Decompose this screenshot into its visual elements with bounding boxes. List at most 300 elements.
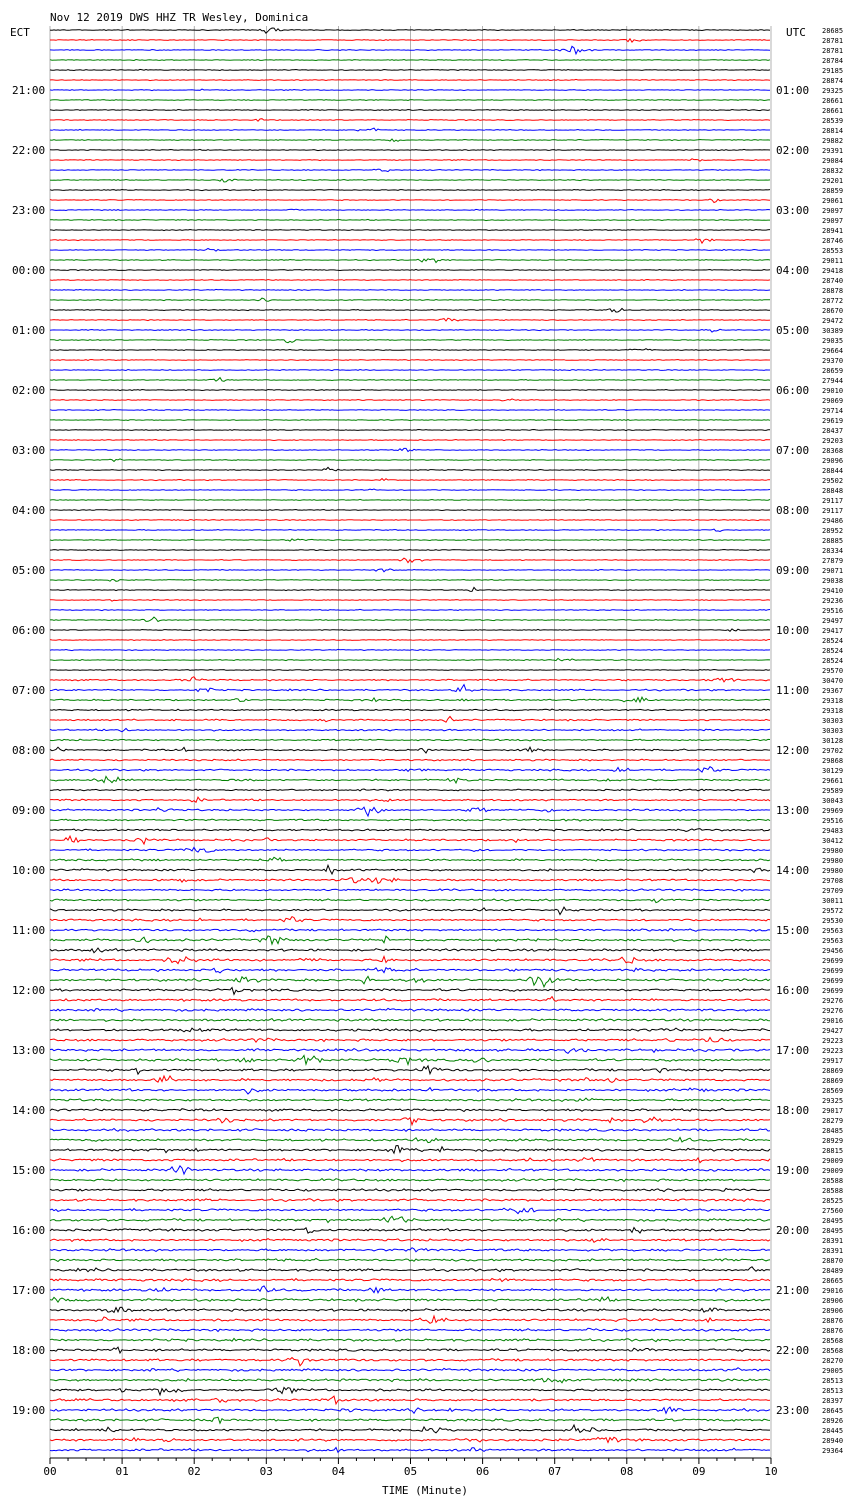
row-value-label: 29714 <box>822 407 844 415</box>
trace-row <box>50 1267 770 1272</box>
trace-row <box>50 968 770 973</box>
row-value-label: 28524 <box>822 637 844 645</box>
trace-row <box>50 889 770 891</box>
trace-row <box>50 239 770 243</box>
left-hour-label: 01:00 <box>12 324 46 337</box>
row-value-label: 28870 <box>822 1257 844 1265</box>
trace-row <box>50 847 770 852</box>
row-value-label: 28781 <box>822 47 844 55</box>
row-value-label: 29069 <box>822 397 844 405</box>
row-value-label: 28859 <box>822 187 844 195</box>
row-value-label: 28553 <box>822 247 844 255</box>
trace-row <box>50 209 770 210</box>
row-value-label: 28876 <box>822 1317 844 1325</box>
trace-row <box>50 836 770 844</box>
left-hour-labels <box>12 84 45 1417</box>
row-value-label: 29427 <box>822 1027 844 1035</box>
trace-row <box>50 79 770 80</box>
trace-row <box>50 1388 770 1395</box>
x-tick-label: 07 <box>548 1465 562 1478</box>
right-hour-label: 06:00 <box>776 384 810 397</box>
trace-row <box>50 1076 770 1082</box>
trace-row <box>50 587 770 591</box>
row-value-label: 28524 <box>822 657 844 665</box>
right-hour-label: 02:00 <box>776 144 810 157</box>
trace-row <box>50 46 770 54</box>
left-hour-label: 21:00 <box>12 84 46 97</box>
trace-row <box>50 550 770 551</box>
row-value-label: 29708 <box>822 877 844 885</box>
trace-row <box>50 1286 770 1293</box>
trace-row <box>50 829 770 832</box>
row-value-label: 28391 <box>822 1237 844 1245</box>
x-tick-label: 02 <box>187 1465 201 1478</box>
trace-row <box>50 1066 770 1074</box>
trace-row <box>50 569 770 572</box>
row-value-label: 28869 <box>822 1067 844 1075</box>
right-hour-label: 08:00 <box>776 504 810 517</box>
row-value-label: 29699 <box>822 967 844 975</box>
row-value-label: 28485 <box>822 1127 844 1135</box>
right-hour-label: 10:00 <box>776 624 810 637</box>
trace-row <box>50 819 770 821</box>
row-value-label: 29563 <box>822 937 844 945</box>
right-hour-label: 04:00 <box>776 264 810 277</box>
row-value-label: 28885 <box>822 537 844 545</box>
trace-row <box>50 69 770 70</box>
right-hour-label: 14:00 <box>776 864 810 877</box>
left-hour-label: 18:00 <box>12 1344 46 1357</box>
trace-row <box>50 1307 770 1312</box>
trace-row <box>50 190 770 191</box>
trace-row <box>50 1038 770 1043</box>
row-value-label: 29038 <box>822 577 844 585</box>
row-value-label: 28670 <box>822 307 844 315</box>
trace-row <box>50 219 770 220</box>
x-tick-label: 00 <box>43 1465 57 1478</box>
right-hour-label: 07:00 <box>776 444 810 457</box>
row-value-label: 29410 <box>822 587 844 595</box>
x-axis <box>43 1458 777 1478</box>
row-value-label: 28513 <box>822 1377 844 1385</box>
row-value-label: 29370 <box>822 357 844 365</box>
row-value-label: 29969 <box>822 807 844 815</box>
row-value-label: 30389 <box>822 327 844 335</box>
row-value-label: 29570 <box>822 667 844 675</box>
row-value-label: 28906 <box>822 1297 844 1305</box>
left-hour-label: 19:00 <box>12 1404 46 1417</box>
trace-row <box>50 1228 770 1234</box>
trace-row <box>50 499 770 500</box>
right-hour-label: 11:00 <box>776 684 810 697</box>
trace-row <box>50 1056 770 1065</box>
trace-row <box>50 410 770 411</box>
row-value-label: 28772 <box>822 297 844 305</box>
trace-row <box>50 448 770 451</box>
x-tick-label: 05 <box>403 1465 418 1478</box>
row-value-label: 29223 <box>822 1047 844 1055</box>
row-value-label: 29016 <box>822 1017 844 1025</box>
trace-row <box>50 997 770 1002</box>
trace-row <box>50 329 770 332</box>
row-value-label: 28569 <box>822 1087 844 1095</box>
trace-row <box>50 440 770 441</box>
row-value-label: 29005 <box>822 1367 844 1375</box>
trace-row <box>50 709 770 711</box>
trace-row <box>50 716 770 722</box>
left-hour-label: 06:00 <box>12 624 46 637</box>
row-value-label: 30128 <box>822 737 844 745</box>
row-value-label: 28524 <box>822 647 844 655</box>
row-value-label: 28876 <box>822 1327 844 1335</box>
right-hour-label: 12:00 <box>776 744 810 757</box>
row-value-label: 28848 <box>822 487 844 495</box>
left-hour-label: 22:00 <box>12 144 46 157</box>
trace-row <box>50 1425 770 1433</box>
chart-title: Nov 12 2019 DWS HHZ TR Wesley, Dominica <box>50 11 309 24</box>
trace-row <box>50 739 770 741</box>
row-value-label: 28661 <box>822 107 844 115</box>
trace-row <box>50 1199 770 1202</box>
trace-row <box>50 658 770 660</box>
left-timezone-label: ECT <box>10 26 30 39</box>
trace-row <box>50 747 770 753</box>
trace-row <box>50 899 770 903</box>
left-hour-label: 03:00 <box>12 444 46 457</box>
row-value-label: 29035 <box>822 337 844 345</box>
row-value-label: 29185 <box>822 67 844 75</box>
trace-row <box>50 349 770 351</box>
row-value-label: 28781 <box>822 37 844 45</box>
trace-row <box>50 670 770 671</box>
row-value-label: 28874 <box>822 77 844 85</box>
right-hour-label: 20:00 <box>776 1224 810 1237</box>
trace-row <box>50 128 770 131</box>
row-value-label: 28539 <box>822 117 844 125</box>
trace-row <box>50 259 770 263</box>
trace-row <box>50 467 770 470</box>
row-value-label: 28334 <box>822 547 844 555</box>
x-tick-label: 03 <box>259 1465 273 1478</box>
right-hour-label: 22:00 <box>776 1344 810 1357</box>
trace-row <box>50 39 770 42</box>
row-value-label: 28952 <box>822 527 844 535</box>
x-tick-label: 06 <box>475 1465 490 1478</box>
trace-row <box>50 1188 770 1191</box>
trace-row <box>50 1347 770 1353</box>
trace-row <box>50 767 770 772</box>
minute-gridlines <box>50 26 771 1458</box>
trace-row <box>50 199 770 203</box>
right-hour-label: 23:00 <box>776 1404 810 1417</box>
trace-row <box>50 520 770 521</box>
trace-row <box>50 776 770 783</box>
left-hour-label: 12:00 <box>12 984 46 997</box>
row-value-label: 29071 <box>822 567 844 575</box>
trace-row <box>50 100 770 101</box>
row-value-label: 28844 <box>822 467 844 475</box>
row-value-label: 29391 <box>822 147 844 155</box>
row-value-label: 29084 <box>822 157 844 165</box>
trace-row <box>50 89 770 91</box>
trace-row <box>50 309 770 313</box>
row-value-label: 29325 <box>822 87 844 95</box>
row-value-label: 28665 <box>822 1277 844 1285</box>
trace-row <box>50 149 770 150</box>
trace-row <box>50 1396 770 1404</box>
row-value-label: 29203 <box>822 437 844 445</box>
trace-row <box>50 936 770 944</box>
row-value-label: 29709 <box>822 887 844 895</box>
right-hour-label: 17:00 <box>776 1044 810 1057</box>
right-timezone-label: UTC <box>786 26 806 39</box>
trace-row <box>50 1146 770 1154</box>
row-value-label: 29367 <box>822 687 844 695</box>
row-value-label: 29868 <box>822 757 844 765</box>
left-hour-label: 05:00 <box>12 564 46 577</box>
trace-row <box>50 399 770 401</box>
trace-row <box>50 1378 770 1382</box>
left-hour-label: 16:00 <box>12 1224 46 1237</box>
trace-row <box>50 119 770 122</box>
left-hour-label: 02:00 <box>12 384 46 397</box>
trace-row <box>50 289 770 290</box>
row-value-label: 28368 <box>822 447 844 455</box>
trace-row <box>50 1049 770 1054</box>
row-value-label: 28391 <box>822 1247 844 1255</box>
row-value-label: 30470 <box>822 677 844 685</box>
row-value-label: 30129 <box>822 767 844 775</box>
trace-row <box>50 948 770 953</box>
trace-row <box>50 159 770 161</box>
trace-row <box>50 1248 770 1252</box>
left-hour-label: 07:00 <box>12 684 46 697</box>
trace-row <box>50 600 770 602</box>
row-value-label: 27560 <box>822 1207 844 1215</box>
trace-row <box>50 1208 770 1214</box>
row-value-label: 29097 <box>822 207 844 215</box>
trace-row <box>50 429 770 430</box>
row-value-label: 29502 <box>822 477 844 485</box>
right-hour-label: 19:00 <box>776 1164 810 1177</box>
left-hour-label: 17:00 <box>12 1284 46 1297</box>
row-value-label: 29236 <box>822 597 844 605</box>
trace-row <box>50 797 770 802</box>
row-value-label: 28941 <box>822 227 844 235</box>
trace-row <box>50 1088 770 1094</box>
row-value-label: 28784 <box>822 57 844 65</box>
row-value-label: 29486 <box>822 517 844 525</box>
trace-row <box>50 685 770 692</box>
row-value-label: 29980 <box>822 857 844 865</box>
trace-row <box>50 1259 770 1262</box>
trace-row <box>50 510 770 511</box>
row-value-label: 29572 <box>822 907 844 915</box>
trace-row <box>50 60 770 61</box>
row-value-label: 29664 <box>822 347 844 355</box>
row-value-label: 29882 <box>822 137 844 145</box>
trace-row <box>50 976 770 987</box>
row-value-label: 29364 <box>822 1447 844 1455</box>
trace-row <box>50 169 770 172</box>
row-value-label: 29009 <box>822 1167 844 1175</box>
row-value-label: 28878 <box>822 287 844 295</box>
row-value-label: 29325 <box>822 1097 844 1105</box>
trace-row <box>50 729 770 732</box>
row-value-label: 28445 <box>822 1427 844 1435</box>
row-value-label: 29117 <box>822 507 844 515</box>
row-value-label: 29563 <box>822 927 844 935</box>
row-value-label: 28906 <box>822 1307 844 1315</box>
trace-row <box>50 609 770 610</box>
trace-row <box>50 1316 770 1323</box>
row-value-label: 29456 <box>822 947 844 955</box>
left-hour-label: 11:00 <box>12 924 46 937</box>
row-value-labels <box>822 27 843 1455</box>
trace-row <box>50 807 770 816</box>
row-value-label: 29318 <box>822 697 844 705</box>
row-value-label: 29016 <box>822 1287 844 1295</box>
trace-row <box>50 759 770 761</box>
left-hour-label: 14:00 <box>12 1104 46 1117</box>
row-value-label: 28746 <box>822 237 844 245</box>
row-value-label: 28926 <box>822 1417 844 1425</box>
trace-row <box>50 298 770 301</box>
x-tick-label: 04 <box>331 1465 346 1478</box>
row-value-label: 28929 <box>822 1137 844 1145</box>
trace-row <box>50 390 770 391</box>
x-tick-label: 08 <box>620 1465 634 1478</box>
row-value-label: 28588 <box>822 1187 844 1195</box>
row-value-label: 29619 <box>822 417 844 425</box>
row-value-label: 28814 <box>822 127 844 135</box>
row-value-label: 27879 <box>822 557 844 565</box>
row-value-label: 29702 <box>822 747 844 755</box>
right-hour-label: 05:00 <box>776 324 810 337</box>
row-value-label: 28940 <box>822 1437 844 1445</box>
row-value-label: 29417 <box>822 627 844 635</box>
trace-rows <box>50 28 770 1452</box>
row-value-label: 29117 <box>822 497 844 505</box>
trace-row <box>50 479 770 481</box>
row-value-label: 29699 <box>822 957 844 965</box>
row-value-label: 30011 <box>822 897 844 905</box>
trace-row <box>50 1098 770 1101</box>
row-value-label: 29097 <box>822 217 844 225</box>
row-value-label: 29009 <box>822 1157 844 1165</box>
trace-row <box>50 1019 770 1022</box>
trace-row <box>50 917 770 922</box>
trace-row <box>50 1138 770 1143</box>
row-value-label: 29980 <box>822 867 844 875</box>
row-value-label: 29276 <box>822 997 844 1005</box>
row-value-label: 28437 <box>822 427 844 435</box>
row-value-label: 28832 <box>822 167 844 175</box>
trace-row <box>50 579 770 581</box>
row-value-label: 28568 <box>822 1347 844 1355</box>
row-value-label: 29472 <box>822 317 844 325</box>
row-value-label: 29318 <box>822 707 844 715</box>
trace-row <box>50 269 770 270</box>
left-hour-label: 08:00 <box>12 744 46 757</box>
row-value-label: 28659 <box>822 367 844 375</box>
left-hour-label: 09:00 <box>12 804 46 817</box>
row-value-label: 28270 <box>822 1357 844 1365</box>
trace-row <box>50 139 770 142</box>
trace-row <box>50 907 770 914</box>
trace-row <box>50 420 770 421</box>
trace-row <box>50 230 770 231</box>
row-value-label: 29276 <box>822 1007 844 1015</box>
trace-row <box>50 1417 770 1423</box>
trace-row <box>50 865 770 874</box>
row-value-label: 28645 <box>822 1407 844 1415</box>
trace-row <box>50 1297 770 1302</box>
trace-row <box>50 697 770 702</box>
trace-row <box>50 649 770 650</box>
row-value-label: 29483 <box>822 827 844 835</box>
x-tick-label: 09 <box>692 1465 706 1478</box>
trace-row <box>50 459 770 462</box>
trace-row <box>50 878 770 884</box>
row-value-label: 29530 <box>822 917 844 925</box>
row-value-label: 28397 <box>822 1397 844 1405</box>
row-value-label: 29010 <box>822 387 844 395</box>
row-value-label: 28740 <box>822 277 844 285</box>
trace-row <box>50 360 770 361</box>
row-value-label: 28869 <box>822 1077 844 1085</box>
row-value-label: 29011 <box>822 257 844 265</box>
trace-row <box>50 1328 770 1331</box>
trace-row <box>50 1117 770 1125</box>
trace-row <box>50 1158 770 1163</box>
trace-row <box>50 789 770 791</box>
trace-row <box>50 378 770 382</box>
row-value-label: 29017 <box>822 1107 844 1115</box>
right-hour-label: 15:00 <box>776 924 810 937</box>
row-value-label: 30043 <box>822 797 844 805</box>
row-value-label: 29589 <box>822 787 844 795</box>
trace-row <box>50 1437 770 1442</box>
row-value-label: 29516 <box>822 817 844 825</box>
row-value-label: 30303 <box>822 717 844 725</box>
x-tick-label: 01 <box>115 1465 129 1478</box>
row-value-label: 29917 <box>822 1057 844 1065</box>
right-hour-label: 09:00 <box>776 564 810 577</box>
right-hour-label: 16:00 <box>776 984 810 997</box>
trace-row <box>50 489 770 491</box>
row-value-label: 29201 <box>822 177 844 185</box>
row-value-label: 29980 <box>822 847 844 855</box>
row-value-label: 28568 <box>822 1337 844 1345</box>
left-hour-label: 04:00 <box>12 504 46 517</box>
row-value-label: 28588 <box>822 1177 844 1185</box>
trace-row <box>50 1129 770 1132</box>
right-hour-label: 13:00 <box>776 804 810 817</box>
trace-row <box>50 1407 770 1413</box>
row-value-label: 29699 <box>822 977 844 985</box>
trace-row <box>50 1279 770 1282</box>
trace-row <box>50 28 770 33</box>
trace-row <box>50 1358 770 1366</box>
trace-row <box>50 1448 770 1453</box>
trace-row <box>50 957 770 964</box>
row-value-label: 28489 <box>822 1267 844 1275</box>
row-value-label: 29516 <box>822 607 844 615</box>
trace-row <box>50 1028 770 1032</box>
trace-row <box>50 677 770 682</box>
trace-row <box>50 339 770 342</box>
